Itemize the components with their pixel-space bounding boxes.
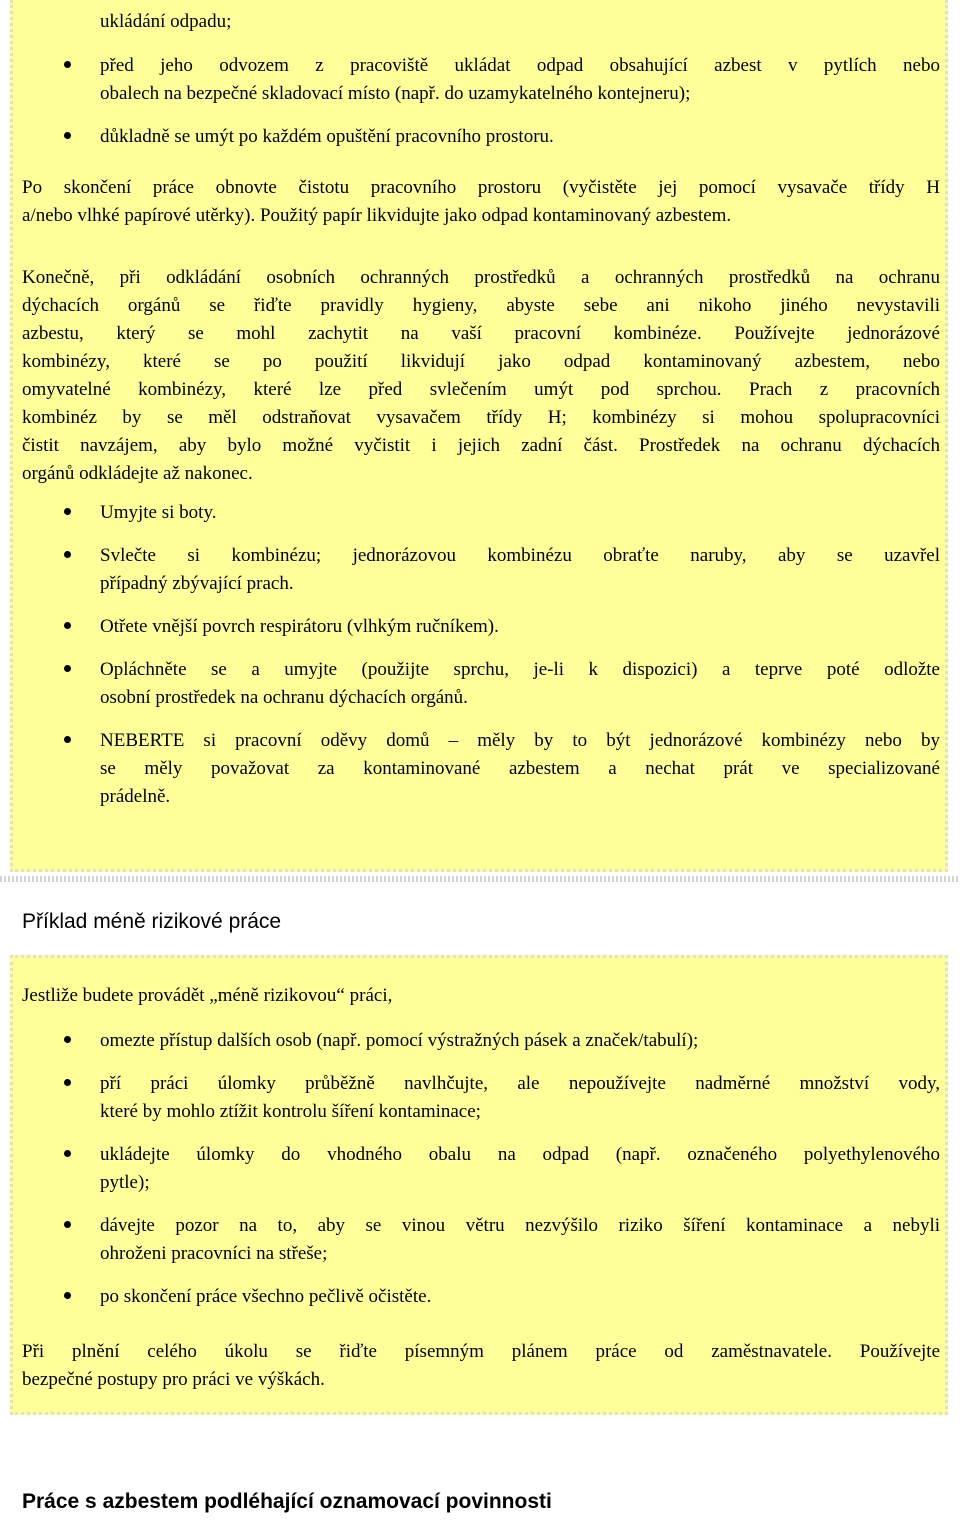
dotted-separator bbox=[0, 876, 960, 882]
text-line: prádelně. bbox=[100, 786, 171, 807]
text-line: azbestu, který se mohl zachytit na vaší pracovní kombinéze. Používejte jednorázové bbox=[22, 323, 940, 344]
bullet-icon bbox=[64, 665, 71, 672]
bullet-icon bbox=[64, 132, 71, 139]
text-line: Svlečte si kombinézu; jednorázovou kombinézu obraťte naruby, aby se uzavřel bbox=[100, 545, 940, 566]
text-line: NEBERTE si pracovní oděvy domů – měly by to být jednorázové kombinézy nebo by bbox=[100, 730, 940, 751]
bullet-icon bbox=[64, 551, 71, 558]
text-line: Otřete vnější povrch respirátoru (vlhkým ručníkem). bbox=[100, 616, 499, 637]
text-line: Konečně, při odkládání osobních ochranných prostředků a ochranných prostředků na ochranu bbox=[22, 267, 940, 288]
text-line: bezpečné postupy pro práci ve výškách. bbox=[22, 1369, 325, 1390]
text-line: obalech na bezpečné skladovací místo (např. do uzamykatelného kontejneru); bbox=[100, 83, 691, 104]
text-line: Jestliže budete provádět „méně rizikovou“ práci, bbox=[22, 985, 393, 1006]
text-line: před jeho odvozem z pracoviště ukládat odpad obsahující azbest v pytlích nebo bbox=[100, 55, 940, 76]
bullet-icon bbox=[64, 736, 71, 743]
text-line: které by mohlo ztížit kontrolu šíření kontaminace; bbox=[100, 1101, 481, 1122]
bullet-icon bbox=[64, 1292, 71, 1299]
text-line: se měly považovat za kontaminované azbestem a nechat prát ve specializované bbox=[100, 758, 940, 779]
text-line: orgánů odkládejte až nakonec. bbox=[22, 463, 253, 484]
bullet-icon bbox=[64, 1150, 71, 1157]
text-line: Umyjte si boty. bbox=[100, 502, 217, 523]
section-heading-notifiable: Práce s azbestem podléhající oznamovací povinnosti bbox=[22, 1490, 552, 1513]
bullet-icon bbox=[64, 622, 71, 629]
bullet-icon bbox=[64, 1079, 71, 1086]
text-line: Opláchněte se a umyjte (použijte sprchu, je-li k dispozici) a teprve poté odložte bbox=[100, 659, 940, 680]
text-line: po skončení práce všechno pečlivě očistěte. bbox=[100, 1286, 432, 1307]
text-line: omyvatelné kombinézy, které lze před svlečením umýt pod sprchou. Prach z pracovních bbox=[22, 379, 940, 400]
text-line: omezte přístup dalších osob (např. pomocí výstražných pásek a značek/tabulí); bbox=[100, 1030, 699, 1051]
text-line: osobní prostředek na ochranu dýchacích orgánů. bbox=[100, 687, 468, 708]
text-line: čistit navzájem, aby bylo možné vyčistit i jejich zadní část. Prostředek na ochranu dýchacích bbox=[22, 435, 940, 456]
section-heading-low-risk: Příklad méně rizikové práce bbox=[22, 910, 282, 933]
text-line: kombinézy, které se po použití likvidují jako odpad kontaminovaný azbestem, nebo bbox=[22, 351, 940, 372]
text-line: dávejte pozor na to, aby se vinou větru nezvýšilo riziko šíření kontaminace a nebyli bbox=[100, 1215, 940, 1236]
bullet-icon bbox=[64, 1036, 71, 1043]
bullet-icon bbox=[64, 1221, 71, 1228]
text-line: pří práci úlomky průběžně navlhčujte, ale nepoužívejte nadměrné množství vody, bbox=[100, 1073, 940, 1094]
text-line: pytle); bbox=[100, 1172, 150, 1193]
text-line: ukládání odpadu; bbox=[100, 11, 232, 32]
bullet-icon bbox=[64, 61, 71, 68]
bullet-icon bbox=[64, 508, 71, 515]
text-line: důkladně se umýt po každém opuštění pracovního prostoru. bbox=[100, 126, 554, 147]
text-line: kombinéz by se měl odstraňovat vysavačem třídy H; kombinézy si mohou spolupracovníci bbox=[22, 407, 940, 428]
text-line: ohroženi pracovníci na střeše; bbox=[100, 1243, 328, 1264]
text-line: Při plnění celého úkolu se řiďte písemným plánem práce od zaměstnavatele. Používejte bbox=[22, 1341, 940, 1362]
text-line: případný zbývající prach. bbox=[100, 573, 294, 594]
text-line: a/nebo vlhké papírové utěrky). Použitý papír likvidujte jako odpad kontaminovaný azbestem. bbox=[22, 205, 732, 226]
text-line: ukládejte úlomky do vhodného obalu na odpad (např. označeného polyethylenového bbox=[100, 1144, 940, 1165]
text-line: dýchacích orgánů se řiďte pravidly hygieny, abyste sebe ani nikoho jiného nevystavili bbox=[22, 295, 940, 316]
text-line: Po skončení práce obnovte čistotu pracovního prostoru (vyčistěte jej pomocí vysavače třídy H bbox=[22, 177, 940, 198]
